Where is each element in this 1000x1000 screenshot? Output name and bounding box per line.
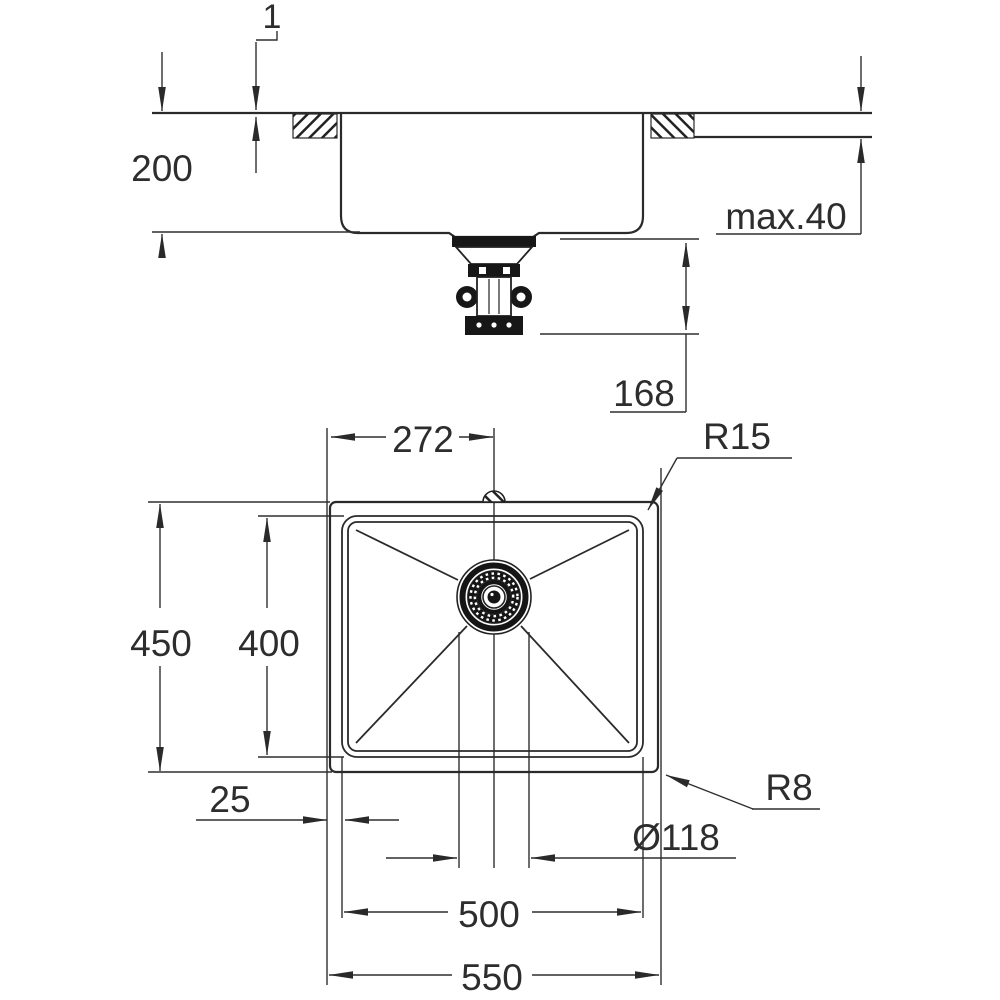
dim-overall-width — [130, 504, 192, 771]
dim-rim-step-label: 1 — [262, 0, 282, 36]
dim-bowl-depth — [131, 52, 360, 257]
dim-countertop-max — [716, 56, 861, 237]
dim-bowl-length — [344, 894, 641, 935]
dim-rim-step — [256, 0, 281, 173]
top-edge-marker — [483, 491, 505, 502]
dim-rim-inset-label: 25 — [209, 779, 251, 820]
countertop-hatch-left — [293, 114, 337, 138]
dim-bowl-depth-label: 200 — [131, 148, 193, 189]
dim-countertop-max-label: max.40 — [725, 196, 847, 237]
dim-rim-inset — [196, 779, 399, 820]
drain-plan-view — [457, 560, 531, 634]
dim-drain-clearance-label: 168 — [613, 373, 675, 414]
dim-bowl-width-label: 400 — [238, 623, 300, 664]
slope-line-tr — [530, 530, 629, 579]
drain-side-view — [452, 236, 536, 335]
slope-line-tl — [356, 530, 458, 580]
bowl-outer-outline — [342, 516, 643, 757]
dim-overall-length — [329, 957, 659, 998]
dim-overall-length-label: 550 — [461, 957, 523, 998]
dim-drain-offset — [331, 419, 493, 460]
dim-drain-diameter-label: Ø118 — [632, 817, 720, 858]
dim-overall-width-label: 450 — [130, 623, 192, 664]
dim-bowl-width — [238, 518, 300, 755]
slope-line-br — [521, 626, 629, 743]
bowl-profile — [341, 113, 643, 237]
slope-line-bl — [356, 626, 467, 743]
dim-drain-diameter — [386, 817, 736, 858]
label-outer-radius-text: R8 — [765, 767, 813, 808]
bowl-inner-outline — [348, 522, 637, 751]
countertop-hatch-right — [651, 114, 694, 138]
plan-view — [130, 416, 820, 998]
label-outer-radius — [666, 767, 820, 809]
dim-bowl-length-label: 500 — [458, 894, 520, 935]
label-inner-radius-text: R15 — [703, 416, 771, 457]
dim-drain-clearance — [540, 239, 699, 414]
label-inner-radius — [648, 416, 792, 510]
dim-drain-offset-label: 272 — [392, 419, 454, 460]
side-view — [131, 0, 872, 414]
